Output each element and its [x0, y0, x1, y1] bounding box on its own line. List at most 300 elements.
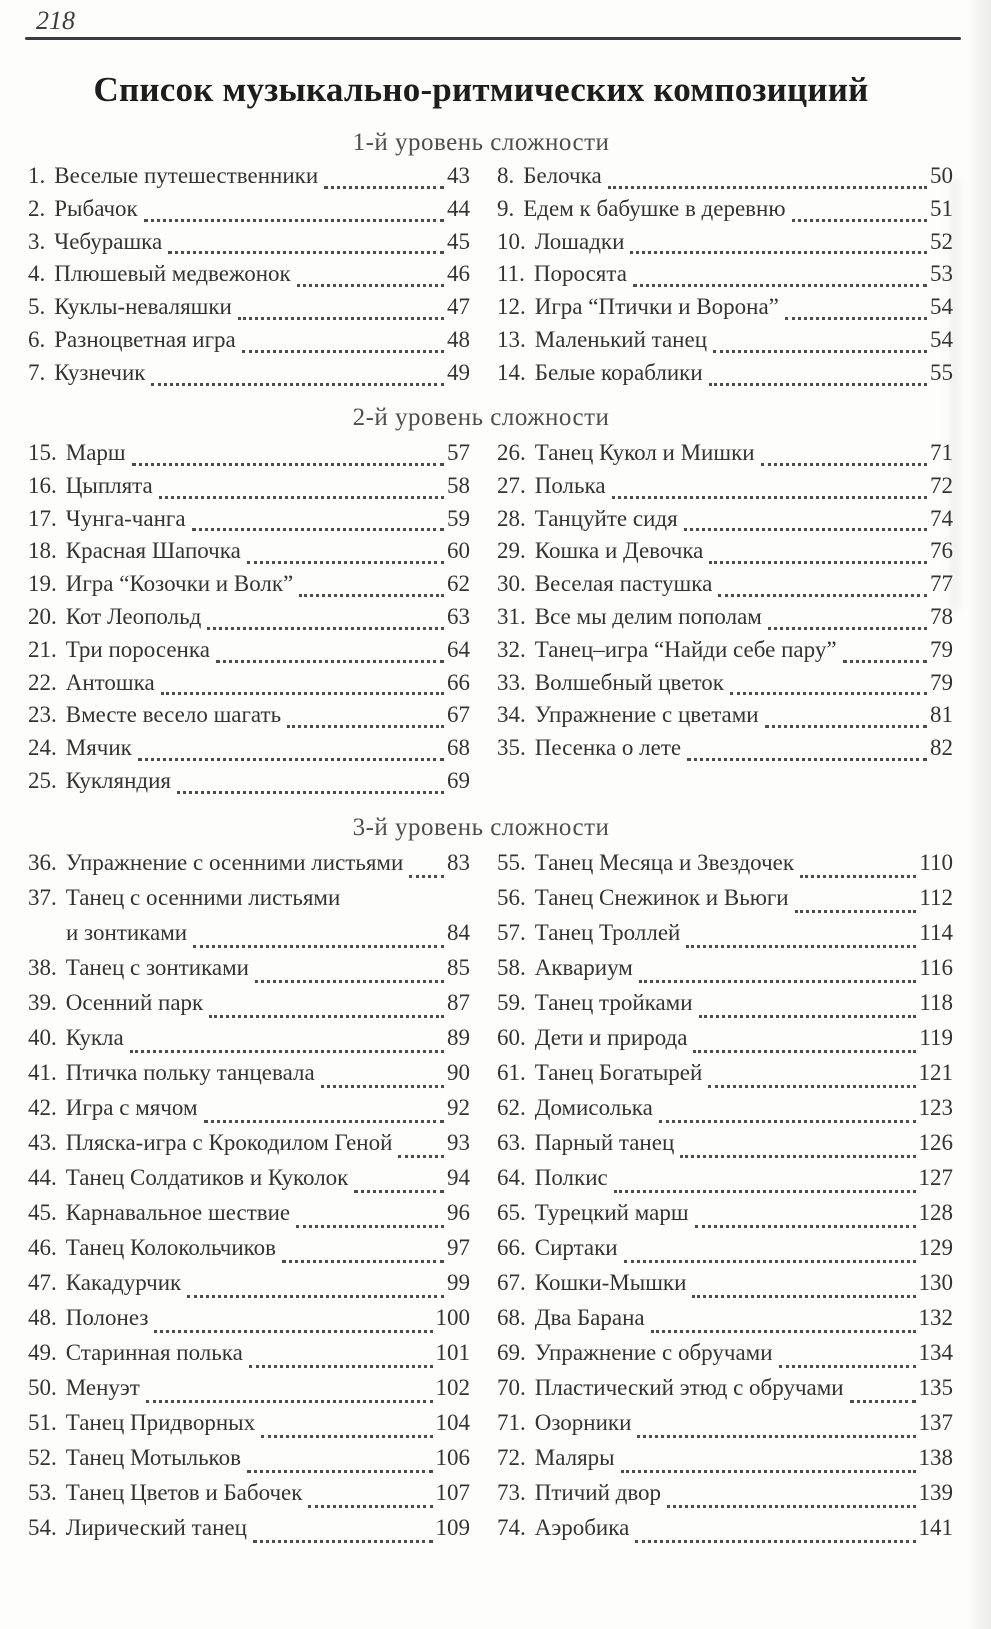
- dot-leader: [130, 1050, 444, 1053]
- toc-item-page: 44: [447, 195, 470, 221]
- dot-leader: [768, 627, 927, 630]
- dot-leader: [154, 1330, 432, 1333]
- toc-item-number: 31.: [497, 603, 526, 629]
- toc-item: [497, 506, 953, 539]
- toc-item-number: 29.: [497, 538, 526, 564]
- toc-item-title: Веселые путешественники: [54, 163, 319, 188]
- dot-leader: [843, 660, 927, 663]
- toc-item-number: 72.: [497, 1445, 526, 1470]
- toc-item-number: 67.: [497, 1270, 526, 1295]
- dot-leader: [850, 1400, 916, 1403]
- dot-leader: [299, 594, 444, 597]
- toc-item-title: Все мы делим пополам: [534, 603, 762, 629]
- toc-item-page: 63: [447, 603, 470, 629]
- toc-item-title: Маляры: [534, 1445, 615, 1470]
- toc-item-page: 114: [919, 920, 953, 945]
- toc-item: [497, 1515, 953, 1550]
- page-number: 218: [36, 6, 75, 35]
- toc-item-number: 36.: [28, 850, 57, 875]
- toc-item-page: 49: [447, 359, 470, 385]
- toc-item-page: 54: [930, 294, 953, 320]
- toc-item-title: Лирический танец: [65, 1515, 247, 1540]
- toc-item-number: 27.: [497, 472, 526, 498]
- toc-item-page: 62: [447, 571, 470, 597]
- toc-item-page: 52: [930, 228, 953, 254]
- toc-item-number: 34.: [497, 702, 526, 728]
- toc-item-number: 13.: [497, 326, 526, 352]
- toc-item: [497, 955, 953, 990]
- toc-item: [497, 261, 953, 294]
- toc-item-number: 47.: [28, 1270, 57, 1295]
- toc-item: [497, 1235, 953, 1270]
- toc-item-title: Песенка о лете: [534, 735, 682, 761]
- toc-item-number: 58.: [497, 955, 526, 980]
- toc-item-number: 14.: [497, 359, 526, 385]
- toc-item-number: 2.: [28, 195, 46, 221]
- toc-item-number: 59.: [497, 990, 526, 1015]
- dot-leader: [409, 875, 444, 878]
- toc-item: [28, 538, 470, 571]
- toc-item-page: 127: [918, 1165, 953, 1190]
- toc-item-title: Танец с зонтиками: [65, 955, 249, 980]
- toc-column-left-level-3: [28, 850, 470, 1550]
- toc-column-left-level-2: [28, 440, 470, 801]
- dot-leader: [398, 1155, 444, 1158]
- toc-item: [28, 1375, 470, 1410]
- dot-leader: [354, 1190, 444, 1193]
- dot-leader: [635, 1540, 915, 1543]
- toc-item-page: 110: [919, 850, 953, 875]
- dot-leader: [800, 875, 916, 878]
- toc-item: [497, 1025, 953, 1060]
- toc-item: [497, 294, 953, 327]
- toc-item: [497, 670, 953, 703]
- toc-item-number: 25.: [28, 767, 57, 793]
- toc-item-title: Волшебный цветок: [534, 669, 724, 695]
- toc-item-page: 77: [930, 571, 953, 597]
- toc-item-title: Игра “Птички и Ворона”: [534, 294, 779, 320]
- toc-item: [497, 920, 953, 955]
- dot-leader: [161, 692, 444, 695]
- dot-leader: [639, 980, 916, 983]
- dot-leader: [144, 219, 444, 222]
- toc-item-title: Танец Придворных: [65, 1410, 256, 1435]
- toc-item-continuation: [28, 920, 470, 955]
- toc-column-right-level-3: [497, 850, 953, 1550]
- toc-item-number: 30.: [497, 571, 526, 597]
- toc-item-number: 70.: [497, 1375, 526, 1400]
- toc-item-title: Плюшевый медвежонок: [54, 261, 291, 287]
- toc-item-page: 69: [447, 767, 470, 793]
- dot-leader: [633, 284, 927, 287]
- dot-leader: [177, 791, 444, 794]
- toc-item: [497, 850, 953, 885]
- dot-leader: [168, 251, 444, 254]
- toc-item: [497, 1375, 953, 1410]
- dot-leader: [282, 1260, 444, 1263]
- toc-item-title: Рыбачок: [54, 195, 138, 221]
- toc-item: [497, 702, 953, 735]
- toc-item-number: 69.: [497, 1340, 526, 1365]
- toc-item-number: 50.: [28, 1375, 57, 1400]
- toc-item-page: 59: [447, 505, 470, 531]
- dot-leader: [730, 692, 927, 695]
- toc-item-title: Игра “Козочки и Волк”: [65, 571, 294, 597]
- toc-item-number: 12.: [497, 294, 526, 320]
- dot-leader: [687, 758, 927, 761]
- toc-item-page: 116: [919, 955, 953, 980]
- dot-leader: [785, 317, 927, 320]
- dot-leader: [287, 725, 444, 728]
- toc-item-page: 83: [447, 850, 470, 875]
- toc-item-title: Аэробика: [534, 1515, 630, 1540]
- toc-item-title: Танцуйте сидя: [534, 505, 678, 531]
- toc-item-page: 43: [447, 163, 470, 188]
- dot-leader: [795, 910, 917, 913]
- toc-item-number: 33.: [497, 669, 526, 695]
- toc-column-left-level-1: [28, 163, 470, 393]
- toc-item-number: 74.: [497, 1515, 526, 1540]
- toc-item-page: 60: [447, 538, 470, 564]
- dot-leader: [187, 1295, 444, 1298]
- dot-leader: [699, 1015, 917, 1018]
- dot-leader: [324, 186, 444, 189]
- toc-item-number: 6.: [28, 326, 46, 352]
- toc-item-title: Белочка: [523, 163, 602, 188]
- header-rule: [25, 37, 961, 40]
- toc-item-title: Полкис: [534, 1165, 608, 1190]
- toc-item-page: 57: [447, 440, 470, 465]
- dot-leader: [612, 496, 927, 499]
- toc-item-title: Парный танец: [534, 1130, 675, 1155]
- toc-item-number: 35.: [497, 735, 526, 761]
- toc-item-page: 101: [435, 1340, 470, 1365]
- dot-leader: [692, 1295, 915, 1298]
- toc-item-page: 129: [918, 1235, 953, 1260]
- dot-leader: [761, 463, 927, 466]
- toc-item-page: 50: [930, 163, 953, 188]
- dot-leader: [659, 1120, 916, 1123]
- toc-item: [28, 1340, 470, 1375]
- toc-item-number: 15.: [28, 440, 57, 465]
- toc-item-page: 96: [447, 1200, 470, 1225]
- toc-item-page: 107: [435, 1480, 470, 1505]
- toc-item: [28, 604, 470, 637]
- toc-item-page: 74: [930, 505, 953, 531]
- toc-item-number: 38.: [28, 955, 57, 980]
- toc-item-number: 18.: [28, 538, 57, 564]
- toc-item: [497, 1270, 953, 1305]
- dot-leader: [308, 1505, 432, 1508]
- dot-leader: [146, 1400, 433, 1403]
- dot-leader: [151, 383, 444, 386]
- toc-item-number: 20.: [28, 603, 57, 629]
- toc-item-number: 65.: [497, 1200, 526, 1225]
- toc-item: [28, 670, 470, 703]
- toc-item-title: Озорники: [534, 1410, 632, 1435]
- toc-item-title: Игра с мячом: [65, 1095, 198, 1120]
- toc-item-page: 92: [447, 1095, 470, 1120]
- toc-item-title: Вместе весело шагать: [65, 702, 282, 728]
- toc-item-title: Цыплята: [65, 472, 153, 498]
- toc-item-title: Какадурчик: [65, 1270, 182, 1295]
- toc-item-number: 28.: [497, 505, 526, 531]
- toc-item-title: Разноцветная игра: [54, 326, 236, 352]
- dot-leader: [192, 528, 444, 531]
- toc-item-page: 82: [930, 735, 953, 761]
- toc-item-number: 16.: [28, 472, 57, 498]
- toc-item-title: Пластический этюд с обручами: [534, 1375, 844, 1400]
- dot-leader: [709, 383, 927, 386]
- toc-item-number: 48.: [28, 1305, 57, 1330]
- scan-edge-artifact: [967, 0, 991, 1629]
- toc-item-title: Старинная полька: [65, 1340, 243, 1365]
- dot-leader: [708, 1085, 915, 1088]
- toc-item-number: 42.: [28, 1095, 57, 1120]
- toc-item: [28, 1235, 470, 1270]
- toc-item-title: Танец Троллей: [534, 920, 681, 945]
- dot-leader: [238, 317, 444, 320]
- toc-item-number: 73.: [497, 1480, 526, 1505]
- toc-item: [28, 990, 470, 1025]
- toc-item-page: 71: [930, 440, 953, 465]
- toc-item-page: 54: [930, 326, 953, 352]
- dot-leader: [765, 725, 927, 728]
- toc-item: [28, 1410, 470, 1445]
- toc-item-page: 68: [447, 735, 470, 761]
- dot-leader: [207, 627, 444, 630]
- toc-item-number: 64.: [497, 1165, 526, 1190]
- toc-item-page: 99: [447, 1270, 470, 1295]
- toc-item-number: 19.: [28, 571, 57, 597]
- toc-item-page: 47: [447, 294, 470, 320]
- toc-item-page: 55: [930, 359, 953, 385]
- toc-item-title: Кукляндия: [65, 767, 171, 793]
- dot-leader: [608, 186, 927, 189]
- toc-item-number: 7.: [28, 359, 46, 385]
- toc-item-number: 68.: [497, 1305, 526, 1330]
- toc-item-title: Танец Мотыльков: [65, 1445, 241, 1470]
- toc-item: [497, 735, 953, 768]
- toc-item-number: 54.: [28, 1515, 57, 1540]
- toc-item: [28, 327, 470, 360]
- toc-item-number: 37.: [28, 885, 57, 910]
- toc-item: [28, 702, 470, 735]
- toc-item-page: 134: [918, 1340, 953, 1365]
- toc-item: [497, 1305, 953, 1340]
- section-heading-level-3: 3-й уровень сложности: [352, 814, 610, 841]
- toc-item-number: 57.: [497, 920, 526, 945]
- toc-item: [497, 1200, 953, 1235]
- toc-item-title: Полька: [534, 472, 606, 498]
- toc-item-page: 87: [447, 990, 470, 1015]
- toc-item-number: 63.: [497, 1130, 526, 1155]
- dot-leader: [204, 1120, 444, 1123]
- toc-item-page: 121: [918, 1060, 953, 1085]
- toc-item: [28, 1480, 470, 1515]
- toc-item-title: Сиртаки: [534, 1235, 618, 1260]
- dot-leader: [779, 1365, 916, 1368]
- toc-item: [497, 604, 953, 637]
- toc-item-page: 84: [447, 920, 470, 945]
- dot-leader: [693, 1050, 916, 1053]
- toc-item-page: 102: [435, 1375, 470, 1400]
- toc-item: [28, 1025, 470, 1060]
- toc-item-page: 104: [435, 1410, 470, 1435]
- toc-item: [497, 1480, 953, 1515]
- toc-item: [28, 637, 470, 670]
- toc-item-number: 41.: [28, 1060, 57, 1085]
- toc-item-title: Танец Цветов и Бабочек: [65, 1480, 303, 1505]
- dot-leader: [193, 945, 444, 948]
- toc-item: [28, 1095, 470, 1130]
- toc-item-page: 81: [930, 702, 953, 728]
- toc-item-title: Белые кораблики: [534, 359, 703, 385]
- toc-item: [497, 1445, 953, 1480]
- toc-item: [28, 229, 470, 262]
- toc-item-title: Домисолька: [534, 1095, 653, 1120]
- toc-item-page: 119: [919, 1025, 953, 1050]
- toc-item-number: 40.: [28, 1025, 57, 1050]
- toc-item: [28, 850, 470, 885]
- toc-item-title: Мячик: [65, 735, 132, 761]
- dot-leader: [296, 1225, 444, 1228]
- toc-item-title: Куклы-неваляшки: [54, 294, 232, 320]
- toc-item-page: 72: [930, 472, 953, 498]
- toc-item-page: 123: [918, 1095, 953, 1120]
- dot-leader: [680, 1155, 915, 1158]
- dot-leader: [249, 1365, 433, 1368]
- toc-item-number: 21.: [28, 636, 57, 662]
- toc-item-page: 100: [435, 1305, 470, 1330]
- dot-leader: [242, 350, 444, 353]
- toc-item-title: Красная Шапочка: [65, 538, 241, 564]
- toc-item-page: 130: [918, 1270, 953, 1295]
- dot-leader: [261, 1435, 432, 1438]
- dot-leader: [614, 1190, 916, 1193]
- toc-item-page: 94: [447, 1165, 470, 1190]
- toc-item-title: Осенний парк: [65, 990, 204, 1015]
- toc-item-title: Кошка и Девочка: [534, 538, 704, 564]
- toc-item-title: Пляска-игра с Крокодилом Геной: [65, 1130, 393, 1155]
- toc-item-number: 60.: [497, 1025, 526, 1050]
- dot-leader: [209, 1015, 444, 1018]
- dot-leader: [138, 758, 444, 761]
- toc-item-number: 39.: [28, 990, 57, 1015]
- toc-item-page: 135: [918, 1375, 953, 1400]
- toc-item-title: Едем к бабушке в деревню: [523, 195, 786, 221]
- toc-item: [497, 196, 953, 229]
- toc-item: [497, 1165, 953, 1200]
- toc-item: [28, 440, 470, 473]
- toc-item-page: 141: [918, 1515, 953, 1540]
- section-heading-level-1: 1-й уровень сложности: [352, 129, 610, 156]
- toc-item-title: Полонез: [65, 1305, 149, 1330]
- dot-leader: [637, 1435, 915, 1438]
- toc-item: [28, 885, 470, 920]
- toc-item: [28, 163, 470, 196]
- toc-item-title: Упражнение с осенними листьями: [65, 850, 404, 875]
- dot-leader: [684, 528, 927, 531]
- toc-item: [497, 1060, 953, 1095]
- toc-item-page: 139: [918, 1480, 953, 1505]
- toc-item-title: Чунга-чанга: [65, 505, 186, 531]
- toc-item-title: Танец тройками: [534, 990, 693, 1015]
- toc-item: [28, 294, 470, 327]
- toc-item-page: 51: [930, 195, 953, 221]
- dot-leader: [713, 350, 927, 353]
- toc-item-page: 89: [447, 1025, 470, 1050]
- toc-item: [497, 990, 953, 1025]
- toc-item-number: 43.: [28, 1130, 57, 1155]
- toc-item-number: 56.: [497, 885, 526, 910]
- toc-item-title: Кукла: [65, 1025, 124, 1050]
- section-heading-level-2: 2-й уровень сложности: [352, 404, 610, 431]
- toc-item-title: Лошадки: [534, 228, 625, 254]
- toc-item-number: 61.: [497, 1060, 526, 1085]
- toc-item: [28, 768, 470, 801]
- dot-leader: [686, 945, 916, 948]
- toc-item-title: Танец Кукол и Мишки: [534, 440, 755, 465]
- toc-item-page: 66: [447, 669, 470, 695]
- toc-item-number: 11.: [497, 261, 525, 287]
- toc-item-title: Танец Месяца и Звездочек: [534, 850, 795, 875]
- toc-item-page: 46: [447, 261, 470, 287]
- toc-item-page: 53: [930, 261, 953, 287]
- toc-item-page: 97: [447, 1235, 470, 1260]
- toc-item-number: 46.: [28, 1235, 57, 1260]
- toc-item-page: 64: [447, 636, 470, 662]
- toc-item: [28, 473, 470, 506]
- toc-item-number: 53.: [28, 1480, 57, 1505]
- toc-item: [497, 538, 953, 571]
- toc-item-page: 118: [919, 990, 953, 1015]
- toc-item-page: 90: [447, 1060, 470, 1085]
- dot-leader: [667, 1505, 915, 1508]
- toc-item-number: 55.: [497, 850, 526, 875]
- toc-item-number: 9.: [497, 195, 515, 221]
- toc-item-page: 76: [930, 538, 953, 564]
- dot-leader: [651, 1330, 916, 1333]
- toc-item-title: Упражнение с цветами: [534, 702, 759, 728]
- toc-item-number: 32.: [497, 636, 526, 662]
- toc-item-number: 44.: [28, 1165, 57, 1190]
- dot-leader: [630, 251, 927, 254]
- toc-item-number: 52.: [28, 1445, 57, 1470]
- toc-item-title: Птичий двор: [534, 1480, 662, 1505]
- toc-item: [28, 1305, 470, 1340]
- toc-item-title: Карнавальное шествие: [65, 1200, 291, 1225]
- toc-item-title: Маленький танец: [534, 326, 708, 352]
- toc-item-number: 49.: [28, 1340, 57, 1365]
- toc-item-title: Птичка польку танцевала: [65, 1060, 315, 1085]
- toc-item-title: Марш: [65, 440, 126, 465]
- toc-item: [28, 1200, 470, 1235]
- toc-item: [497, 327, 953, 360]
- dot-leader: [253, 1540, 433, 1543]
- toc-item-page: 138: [918, 1445, 953, 1470]
- dot-leader: [792, 219, 927, 222]
- toc-item-number: 8.: [497, 163, 515, 188]
- toc-item: [28, 571, 470, 604]
- toc-item-page: 79: [930, 669, 953, 695]
- toc-item-title: Кот Леопольд: [65, 603, 202, 629]
- toc-item-number: 10.: [497, 228, 526, 254]
- dot-leader: [247, 1470, 433, 1473]
- toc-item-title: Кузнечик: [54, 359, 146, 385]
- toc-item-title: Турецкий марш: [534, 1200, 689, 1225]
- toc-item-page: 58: [447, 472, 470, 498]
